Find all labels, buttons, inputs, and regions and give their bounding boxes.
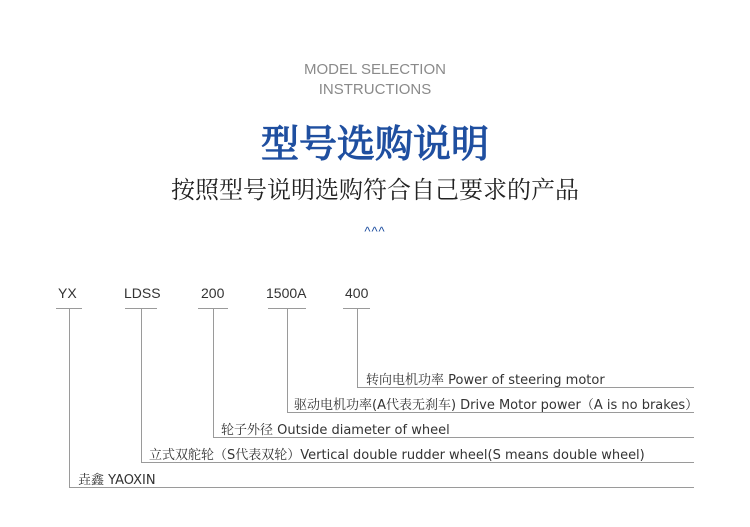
eyebrow-line-2: INSTRUCTIONS (318, 81, 432, 98)
desc-drive: 驱动电机功率(A代表无刹车) Drive Motor power（A is no brakes） (294, 398, 699, 413)
eyebrow-line-1: MODEL SELECTION (304, 61, 446, 78)
caret-decoration: ^^^ (364, 224, 386, 239)
desc-diameter: 轮子外径 Outside diameter of wheel (221, 423, 450, 438)
code-brand: YX (58, 285, 77, 301)
desc-type: 立式双舵轮（S代表双轮）Vertical double rudder wheel(S means double wheel) (149, 448, 645, 463)
page-title: 型号选购说明 (260, 122, 489, 166)
code-steering: 400 (345, 285, 369, 301)
code-type: LDSS (124, 285, 161, 301)
page-subtitle: 按照型号说明选购符合自己要求的产品 (171, 176, 579, 204)
desc-brand: 垚鑫 YAOXIN (78, 473, 156, 488)
code-diameter: 200 (201, 285, 225, 301)
code-drive: 1500A (266, 285, 307, 301)
desc-steering: 转向电机功率 Power of steering motor (366, 373, 605, 388)
